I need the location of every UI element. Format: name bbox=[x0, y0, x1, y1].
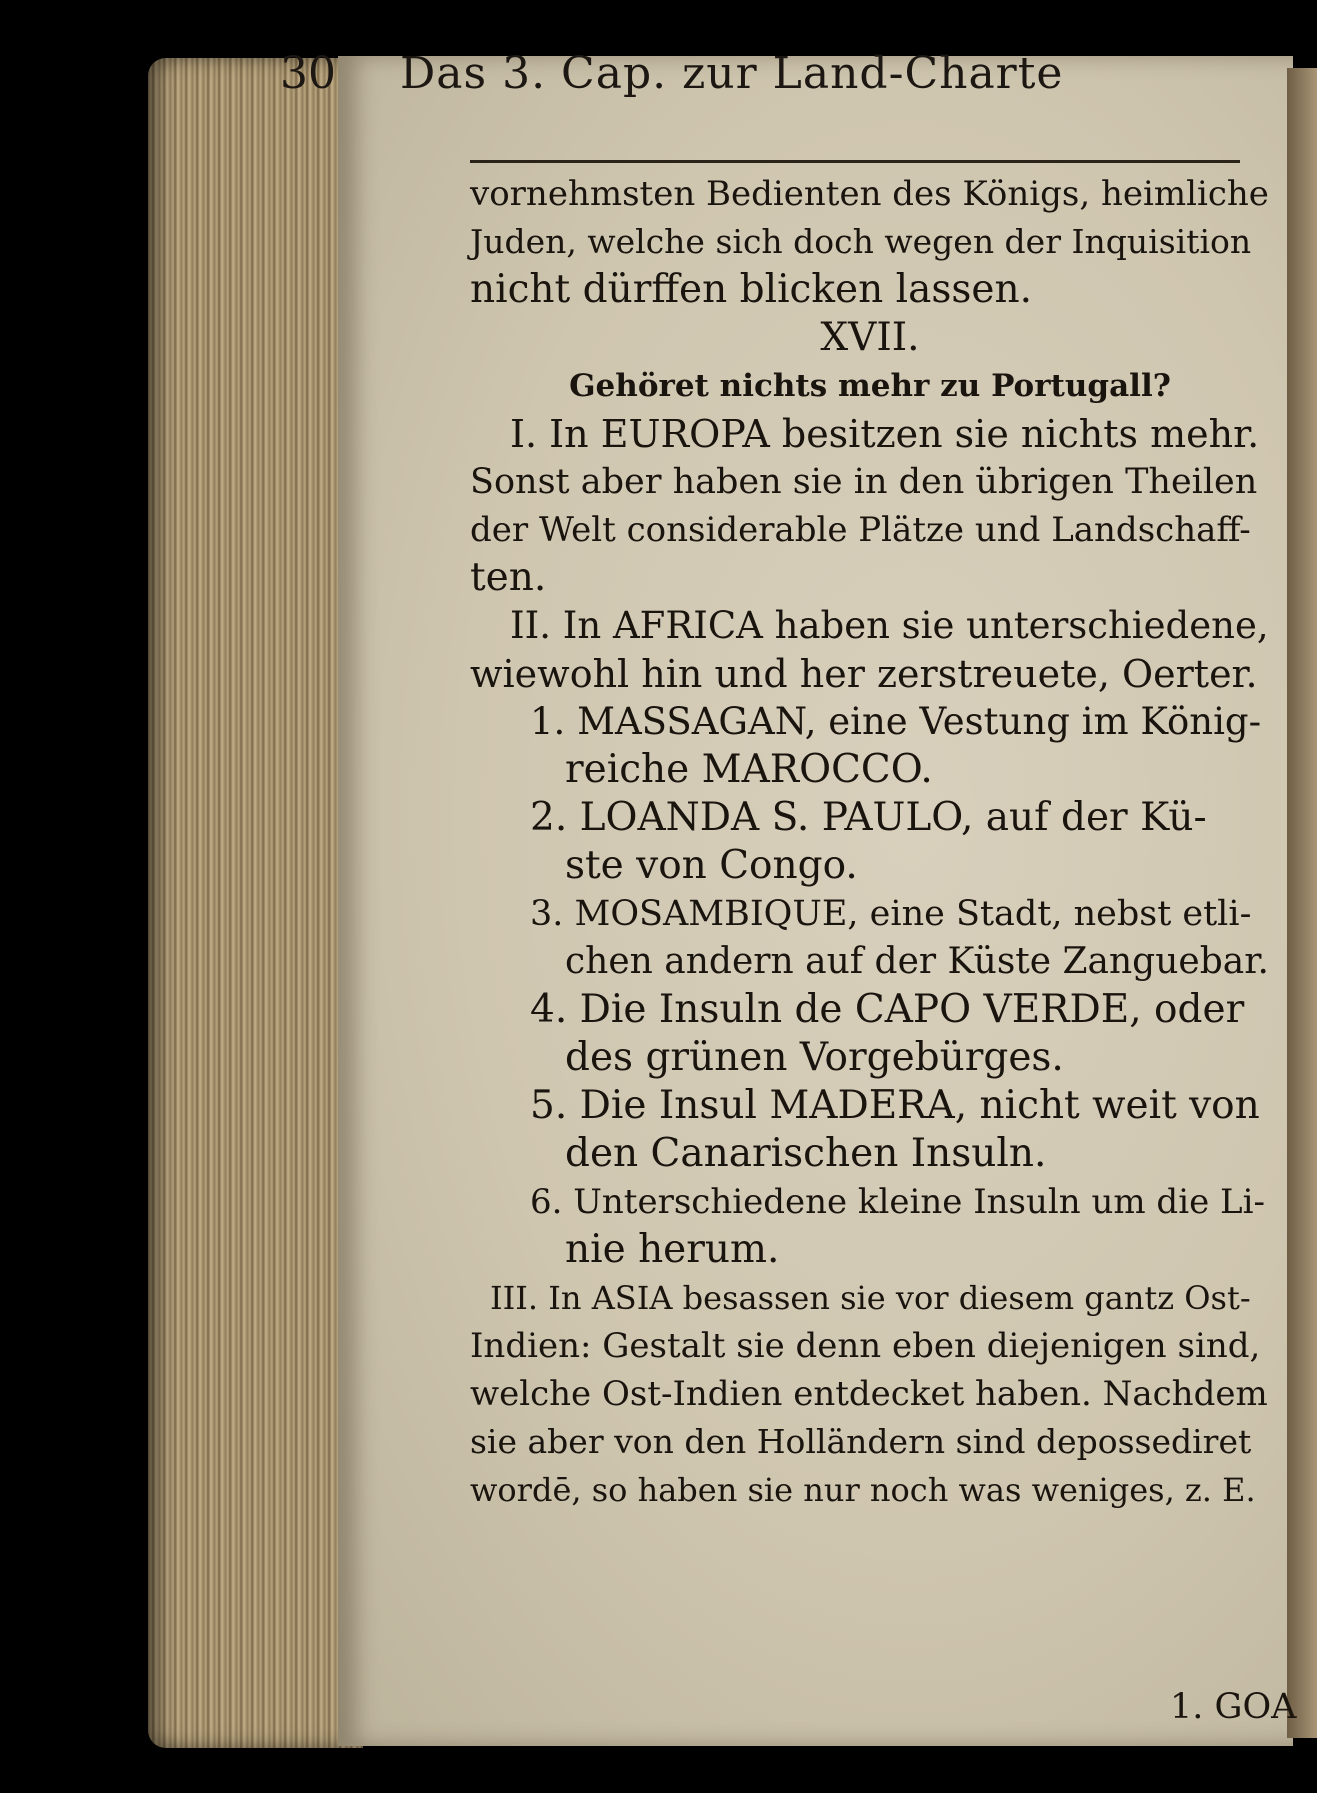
running-title: Das 3. Cap. zur Land-Charte bbox=[400, 48, 1064, 99]
page-header bbox=[280, 42, 1235, 112]
text-line: I. In EUROPA besitzen sie nichts mehr. bbox=[510, 412, 1260, 456]
text-line: ten. bbox=[470, 555, 547, 600]
list-item: 2. LOANDA S. PAULO, auf der Kü- bbox=[530, 795, 1207, 840]
text-line: chen andern auf der Küste Zanguebar. bbox=[565, 941, 1269, 982]
text-line: des grünen Vorgebürges. bbox=[565, 1035, 1064, 1080]
facing-page-edge bbox=[1287, 68, 1317, 1738]
text-line: reiche MAROCCO. bbox=[565, 747, 933, 792]
text-line: welche Ost-Indien entdecket haben. Nachdem bbox=[470, 1374, 1268, 1414]
section-heading: Gehöret nichts mehr zu Portugall? bbox=[569, 368, 1171, 404]
text-line: nie herum. bbox=[565, 1227, 780, 1272]
text-line: Indien: Gestalt sie denn eben diejenigen sind, bbox=[470, 1326, 1261, 1366]
text-line: sie aber von den Holländern sind depossediret bbox=[470, 1422, 1252, 1461]
text-line: Sonst aber haben sie in den übrigen Theilen bbox=[470, 462, 1258, 502]
section-number: XVII. bbox=[820, 315, 920, 360]
text-line: ste von Congo. bbox=[565, 843, 858, 888]
page-edges bbox=[148, 58, 363, 1748]
list-item: 4. Die Insuln de CAPO VERDE, oder bbox=[530, 987, 1245, 1032]
page-number: 30 bbox=[280, 48, 336, 99]
text-line: Juden, welche sich doch wegen der Inquisition bbox=[470, 222, 1252, 261]
text-line: wiewohl hin und her zerstreuete, Oerter. bbox=[470, 652, 1258, 696]
text-line: II. In AFRICA haben sie unterschiedene, bbox=[510, 604, 1269, 647]
header-rule bbox=[470, 160, 1240, 163]
list-item: 6. Unterschiedene kleine Insuln um die Li- bbox=[530, 1182, 1265, 1222]
list-item: 3. MOSAMBIQUE, eine Stadt, nebst etli- bbox=[530, 894, 1252, 934]
list-item: 5. Die Insul MADERA, nicht weit von bbox=[530, 1083, 1260, 1128]
text-line: der Welt considerable Plätze und Landschaff- bbox=[470, 510, 1251, 550]
text-line: III. In ASIA besassen sie vor diesem gantz Ost- bbox=[490, 1279, 1251, 1317]
text-line: nicht dürffen blicken lassen. bbox=[470, 267, 1032, 312]
text-line: vornehmsten Bedienten des Königs, heimliche bbox=[470, 174, 1269, 214]
text-line: wordē, so haben sie nur noch was weniges, z. E. bbox=[470, 1471, 1256, 1509]
list-item: 1. MASSAGAN, eine Vestung im König- bbox=[530, 700, 1262, 743]
text-line: den Canarischen Insuln. bbox=[565, 1131, 1047, 1176]
catchword: 1. GOA bbox=[1170, 1687, 1297, 1727]
